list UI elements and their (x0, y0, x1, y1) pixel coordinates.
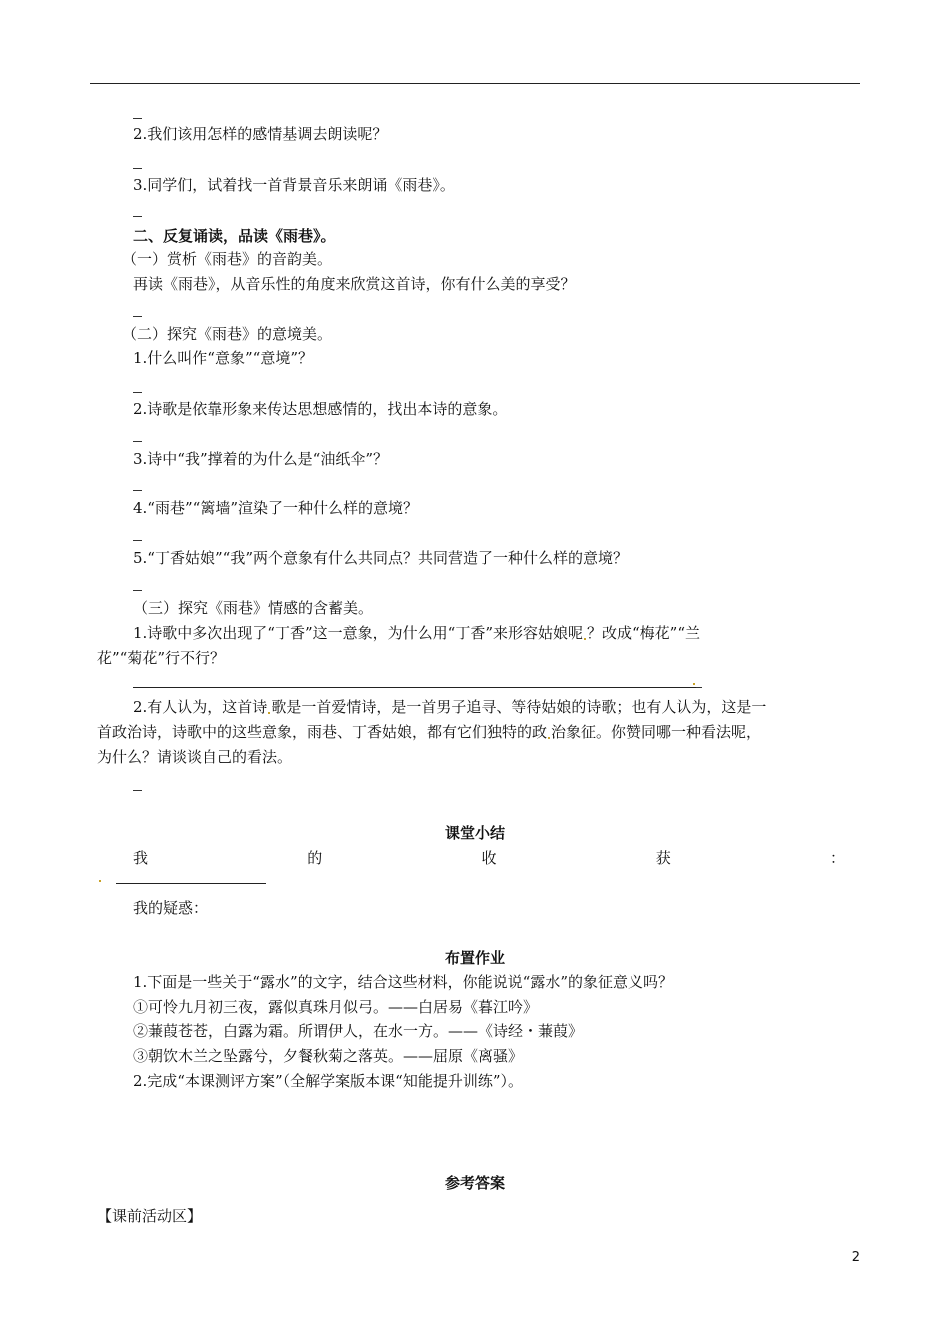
answer-blank (133, 392, 142, 393)
gain-answer-line (116, 883, 266, 884)
question-4: 4.“雨巷”“篱墙”渲染了一种什么样的意境？ (133, 499, 418, 517)
answer-blank (133, 790, 142, 791)
homework-title: 布置作业 (444, 949, 505, 967)
answer-blank (133, 590, 142, 591)
answer-blank (133, 540, 142, 541)
homework-item-3: ③朝饮木兰之坠露兮，夕餐秋菊之落英。——屈原《离骚》 (133, 1047, 524, 1065)
section-heading: 二、反复诵读，品读《雨巷》。 (133, 227, 336, 245)
summary-doubt: 我的疑惑： (133, 899, 209, 917)
question-2-line2: 首政治诗，诗歌中的这些意象，雨巷、丁香姑娘，都有它们独特的政 治象征。你赞同哪一种看法呢， (97, 723, 762, 741)
mark-dot (99, 880, 101, 882)
question-3: 3.诗中“我”撑着的为什么是“油纸伞”？ (133, 450, 388, 468)
answer-blank (133, 216, 142, 217)
answer-blank (696, 687, 702, 688)
homework-question-1: 1.下面是一些关于“露水”的文字，结合这些材料，你能说说“露水”的象征意义吗？ (133, 973, 673, 991)
question-2: 2.我们该用怎样的感情基调去朗读呢？ (133, 125, 388, 143)
homework-item-2: ②蒹葭苍苍，白露为霜。所谓伊人，在水一方。——《诗经・蒹葭》 (133, 1022, 584, 1040)
question-1: 1.什么叫作“意象”“意境”？ (133, 349, 313, 367)
question-3: 3.同学们，试着找一首背景音乐来朗诵《雨巷》。 (133, 176, 455, 194)
question-2: 2.诗歌是依靠形象来传达思想感情的，找出本诗的意象。 (133, 400, 508, 418)
answer-blank (133, 490, 142, 491)
page-number: 2 (851, 1250, 860, 1265)
answer-blank (133, 168, 142, 169)
gain-char: 我 (133, 849, 149, 867)
homework-question-2: 2.完成“本课测评方案”（全解学案版本课“知能提升训练”）。 (133, 1072, 523, 1090)
gain-char: ： (829, 849, 845, 867)
question-2-line3: 为什么？请谈谈自己的看法。 (97, 748, 293, 766)
question-5: 5.“丁香姑娘”“我”两个意象有什么共同点？共同营造了一种什么样的意境？ (133, 549, 628, 567)
subsection-3: （三）探究《雨巷》情感的含蓄美。 (133, 599, 374, 617)
answer-blank (133, 118, 142, 119)
summary-gain-row (133, 847, 845, 868)
question-1-line1: 1.诗歌中多次出现了“丁香”这一意象，为什么用“丁香”来形容姑娘呢 ？改成“梅花”“兰 (133, 624, 701, 642)
gain-char: 的 (307, 849, 323, 867)
subsection-1-question: 再读《雨巷》，从音乐性的角度来欣赏这首诗，你有什么美的享受？ (133, 275, 576, 293)
question-1-line2: 花”“菊花”行不行？ (97, 649, 226, 667)
mark-dot (693, 683, 695, 685)
homework-item-1: ①可怜九月初三夜，露似真珠月似弓。——白居易《暮江吟》 (133, 998, 539, 1016)
header-rule (90, 83, 860, 84)
subsection-1: （一）赏析《雨巷》的音韵美。 (122, 250, 333, 268)
question-2-line1: 2.有人认为，这首诗 歌是一首爱情诗，是一首男子追寻、等待姑娘的诗歌；也有人认为，这是一 (133, 698, 767, 716)
gain-char: 获 (655, 849, 671, 867)
answer-blank (133, 441, 142, 442)
subsection-2: （二）探究《雨巷》的意境美。 (122, 325, 333, 343)
answer-blank (133, 316, 142, 317)
answers-section: 【课前活动区】 (97, 1207, 203, 1225)
summary-title: 课堂小结 (444, 824, 505, 842)
answer-line (133, 687, 696, 688)
answers-title: 参考答案 (444, 1174, 505, 1192)
gain-char: 收 (481, 849, 497, 867)
